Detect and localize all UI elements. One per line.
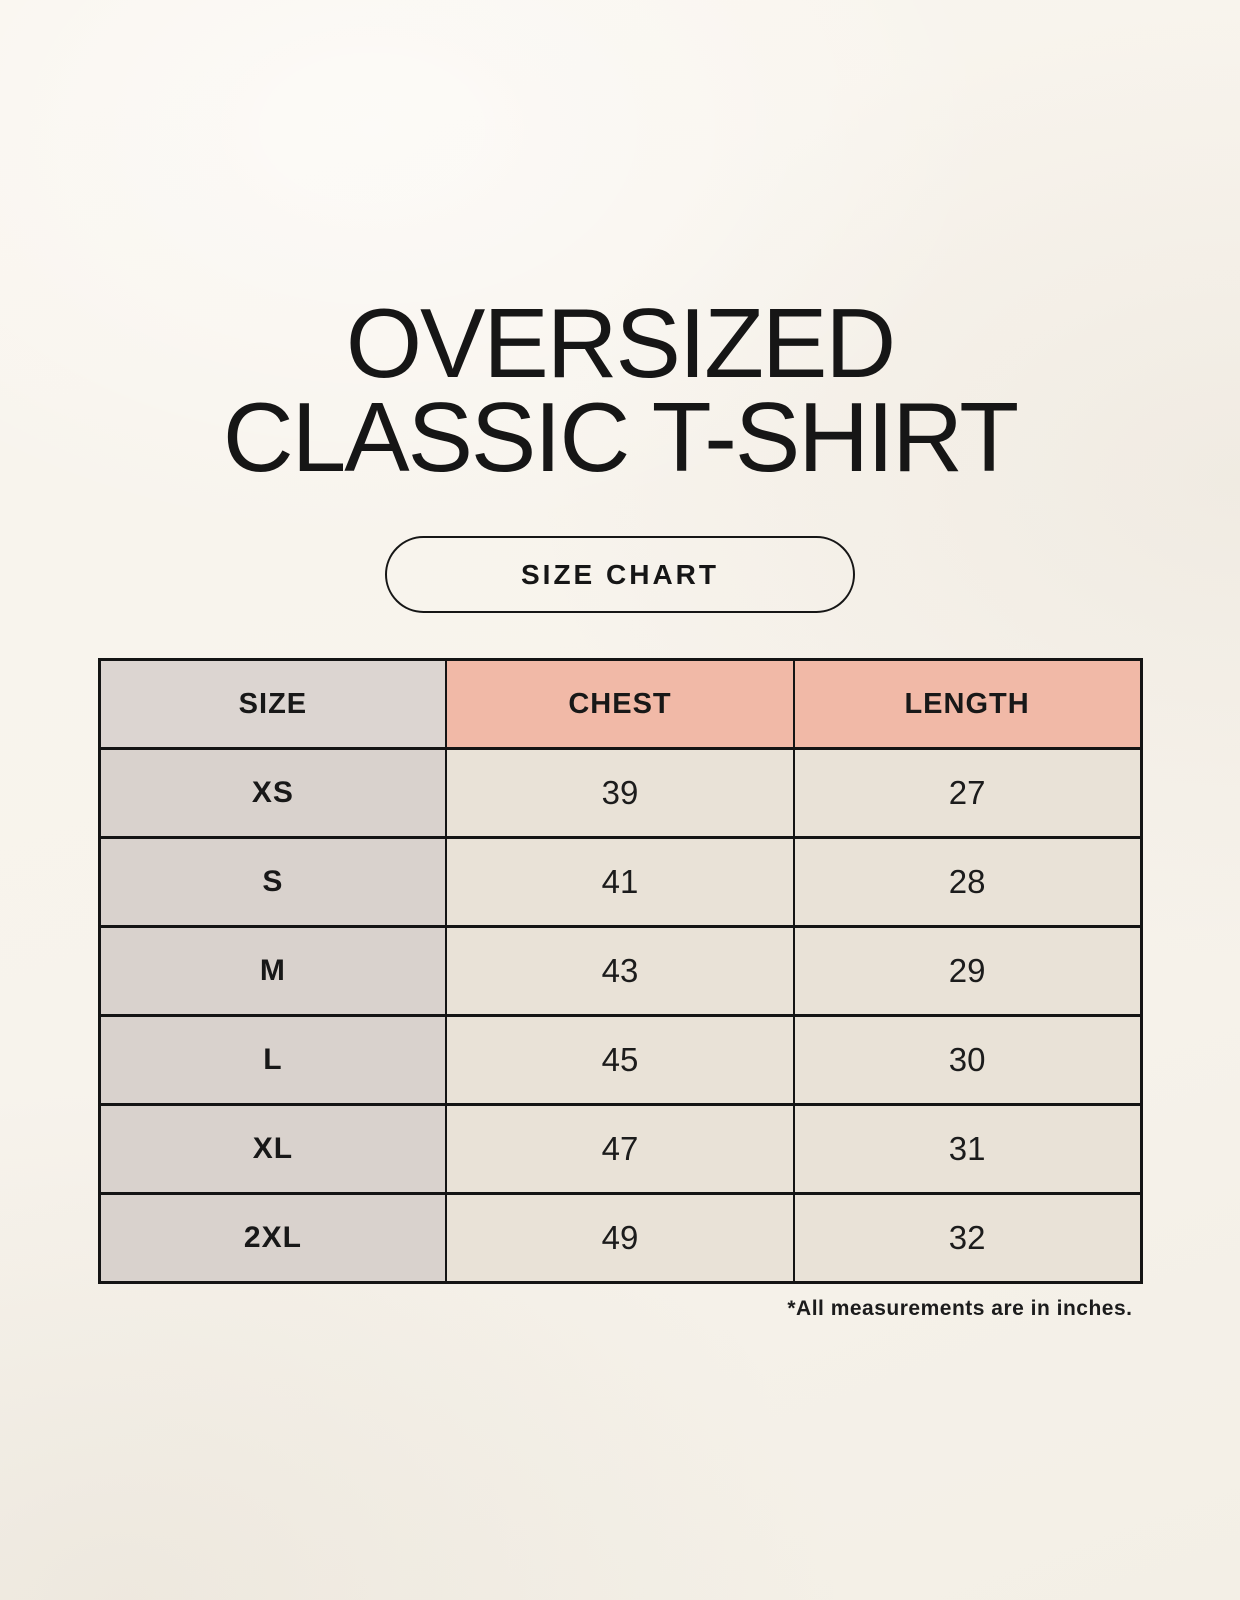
length-cell: 31	[794, 1105, 1141, 1194]
size-cell: M	[99, 927, 446, 1016]
product-title	[0, 0, 1240, 493]
chest-cell: 49	[446, 1194, 793, 1283]
length-cell: 28	[794, 838, 1141, 927]
header-cell-size: SIZE	[99, 660, 446, 749]
size-cell: S	[99, 838, 446, 927]
size-cell: 2XL	[99, 1194, 446, 1283]
size-chart-table-container	[98, 658, 1143, 1284]
chest-cell: 39	[446, 749, 793, 838]
chest-cell: 43	[446, 927, 793, 1016]
size-cell: XL	[99, 1105, 446, 1194]
chest-cell: 41	[446, 838, 793, 927]
length-cell: 32	[794, 1194, 1141, 1283]
table-row-2xl	[99, 1194, 1141, 1283]
table-header-row	[99, 660, 1141, 749]
table-row-xs	[99, 749, 1141, 838]
length-cell: 27	[794, 749, 1141, 838]
size-chart-table	[98, 658, 1143, 1284]
table-row-m	[99, 927, 1141, 1016]
table-row-s	[99, 838, 1141, 927]
length-cell: 30	[794, 1016, 1141, 1105]
header-cell-length: LENGTH	[794, 660, 1141, 749]
size-chart-button[interactable]	[385, 536, 855, 613]
table-row-l	[99, 1016, 1141, 1105]
header-cell-chest: CHEST	[446, 660, 793, 749]
measurement-unit-note: *All measurements are in inches.	[787, 1297, 1133, 1321]
product-title-line-2: CLASSIC T-SHIRT	[222, 382, 1018, 493]
chest-cell: 47	[446, 1105, 793, 1194]
chest-cell: 45	[446, 1016, 793, 1105]
product-title-line-1: OVERSIZED	[345, 288, 895, 398]
length-cell: 29	[794, 927, 1141, 1016]
size-cell: XS	[99, 749, 446, 838]
table-row-xl	[99, 1105, 1141, 1194]
size-cell: L	[99, 1016, 446, 1105]
size-chart-button-label: SIZE CHART	[521, 558, 719, 590]
